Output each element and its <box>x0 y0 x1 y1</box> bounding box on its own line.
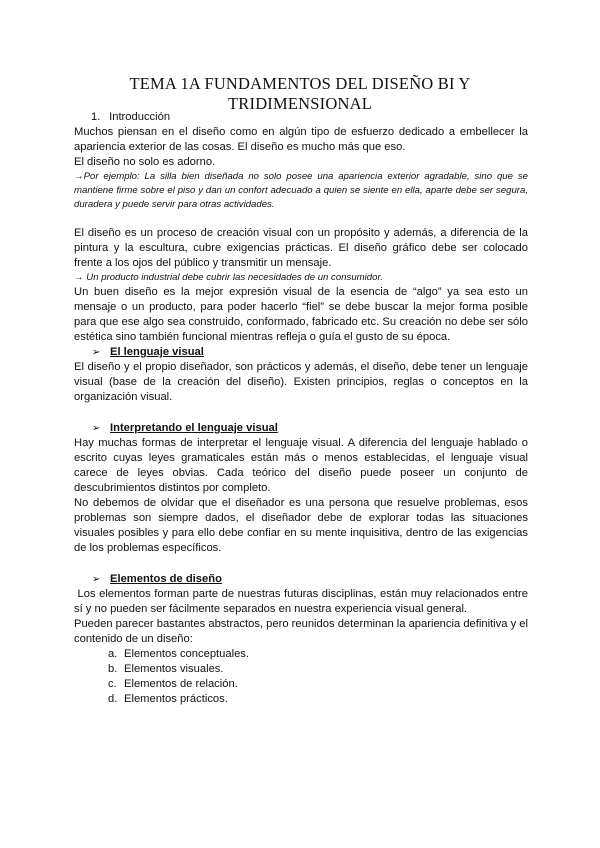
section-heading-text: Elementos de diseño <box>110 573 222 585</box>
elements-list <box>74 647 528 707</box>
arrow-bullet-icon: ➢ <box>92 423 101 434</box>
section-1-paragraph-1: El diseño y el propio diseñador, son prácticos y además, el diseño, debe tener un lenguaje visual (base de la creación del diseño). Existen principios, reglas o conceptos en la organización visual. <box>74 361 528 403</box>
intro-paragraph-3: El diseño es un proceso de creación visual con un propósito y además, a diferencia de la pintura y la escultura, cubre exigencias prácticas. El diseño gráfico debe ser colocado frente a los ojos del público y transmitir un mensaje. <box>74 227 528 269</box>
intro-example-2: → Un producto industrial debe cubrir las necesidades de un consumidor. <box>74 272 383 283</box>
document-body <box>74 110 532 707</box>
section-2-paragraph-2: No debemos de olvidar que el diseñador es una persona que resuelve problemas, esos problemas son siempre dados, el diseñador debe de explorar todas las situaciones visuales posibles y para ello debe confiar en su mente inquisitiva, dentro de las exigencias de los problemas específicos. <box>74 497 528 554</box>
list-item: a. Elementos conceptuales. <box>108 648 250 660</box>
intro-heading <box>74 110 528 125</box>
section-heading-lenguaje-visual <box>74 345 528 360</box>
page-title <box>60 74 540 114</box>
section-3-paragraph-2: Pueden parecer bastantes abstractos, pero reunidos determinan la apariencia definitiva y el contenido de un diseño: <box>74 618 528 645</box>
list-item: b. Elementos visuales. <box>108 663 224 675</box>
intro-number: 1. <box>91 111 101 123</box>
section-heading-interpretando <box>74 421 528 436</box>
list-item: c. Elementos de relación. <box>108 678 238 690</box>
spacer <box>74 556 528 572</box>
intro-paragraph-2: El diseño no solo es adorno. <box>74 156 216 168</box>
intro-paragraph-4: Un buen diseño es la mejor expresión visual de la esencia de “algo” ya sea esto un mensaje o un producto, para poder hacerlo “fiel” se debe buscar la mejor forma posible para que ese algo sea construido, conformado, fabricado etc. Su creación no debe ser sólo estética sino también funcional mientras refleja o guía el gusto de su época. <box>74 286 528 343</box>
intro-heading-text: Introducción <box>109 111 171 123</box>
list-item: d. Elementos prácticos. <box>108 693 228 705</box>
section-heading-text: Interpretando el lenguaje visual <box>110 422 278 434</box>
spacer <box>74 212 528 226</box>
spacer <box>74 405 528 421</box>
intro-paragraph-1: Muchos piensan en el diseño como en algún tipo de esfuerzo dedicado a embellecer la apariencia exterior de las cosas. El diseño es mucho más que eso. <box>74 126 528 153</box>
intro-example-1: →Por ejemplo: La silla bien diseñada no solo posee una apariencia exterior agradable, sino que se mantiene firme sobre el piso y dan un confort adecuado a quien se siente en ella, aparte debe ser segura, duradera y puede servir para otras actividades. <box>74 171 528 210</box>
title-line-1: TEMA 1A FUNDAMENTOS DEL DISEÑO BI Y <box>129 74 471 93</box>
title-line-2: TRIDIMENSIONAL <box>228 94 372 113</box>
section-3-paragraph-1: Los elementos forman parte de nuestras futuras disciplinas, están muy relacionados entre sí y no pueden ser fácilmente separados en nuestra experiencia visual general. <box>74 588 532 615</box>
arrow-bullet-icon: ➢ <box>92 574 101 585</box>
arrow-bullet-icon: ➢ <box>92 347 101 358</box>
section-heading-elementos <box>74 572 528 587</box>
section-heading-text: El lenguaje visual <box>110 346 204 358</box>
section-2-paragraph-1: Hay muchas formas de interpretar el lenguaje visual. A diferencia del lenguaje hablado o escrito cuyas leyes gramaticales están más o menos establecidas, el lenguaje visual carece de leyes obvias. Cada teórico del diseño puede poseer un conjunto de descubrimientos distintos por completo. <box>74 437 528 494</box>
